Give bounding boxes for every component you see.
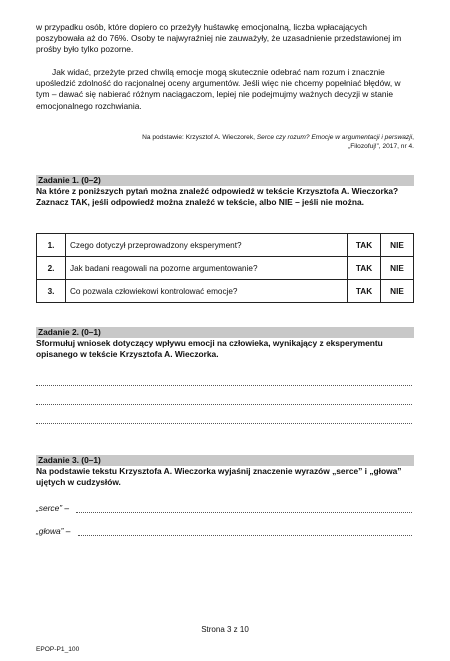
exam-code: EPOP-P1_100 xyxy=(36,646,80,653)
glowa-label: „głowa” – xyxy=(36,526,71,536)
no-option[interactable]: NIE xyxy=(381,257,414,280)
source-suffix: , xyxy=(412,134,414,141)
table-row xyxy=(37,234,414,257)
task3-header: Zadanie 3. (0–1) xyxy=(36,455,414,466)
task2-instruction: Sformułuj wniosek dotyczący wpływu emocji na człowieka, wynikający z eksperymentu opisanego w tekście Krzysztofa A. Wieczorka. xyxy=(36,338,383,359)
source-title: Serce czy rozum? Emocje w argumentacji i perswazji xyxy=(256,134,413,141)
row-question: Co pozwala człowiekowi kontrolować emocje? xyxy=(66,280,348,303)
source-prefix: Na podstawie: Krzysztof A. Wieczorek, xyxy=(142,134,257,141)
yes-option[interactable]: TAK xyxy=(348,280,381,303)
table-row xyxy=(37,280,414,303)
yes-option[interactable]: TAK xyxy=(348,234,381,257)
row-number: 2. xyxy=(37,257,66,280)
row-question: Czego dotyczył przeprowadzony eksperyment? xyxy=(66,234,348,257)
source-citation xyxy=(54,133,414,151)
source-line2: „Filozofuj!”, 2017, nr 4. xyxy=(348,143,414,150)
page-number: Strona 3 z 10 xyxy=(201,625,249,634)
no-option[interactable]: NIE xyxy=(381,280,414,303)
task1-instruction: Na które z poniższych pytań można znaleźć odpowiedź w tekście Krzysztofa A. Wieczorka? Zaznacz TAK, jeśli odpowiedź można znaleźć w tekście, albo NIE – jeśli nie można. xyxy=(36,186,399,207)
task1-table xyxy=(36,233,414,303)
intro-paragraph-2: Jak widać, przeżyte przed chwilą emocje mogą skutecznie odebrać nam rozum i znacznie upośledzić zdolność do racjonalnej oceny argumentów. Jeśli więc nie chcemy popełniać błędów, w tym – dawać się nabierać różnym naciągaczom, lepiej nie podejmujmy ważnych decyzji w stanie emocjonalnego rozchwiania. xyxy=(36,67,401,111)
answer-line[interactable] xyxy=(36,423,412,424)
task2-header: Zadanie 2. (0–1) xyxy=(36,327,414,338)
row-question: Jak badani reagowali na pozorne argumentowanie? xyxy=(66,257,348,280)
serce-answer-line[interactable] xyxy=(76,512,412,513)
answer-line[interactable] xyxy=(36,404,412,405)
row-number: 1. xyxy=(37,234,66,257)
glowa-answer-line[interactable] xyxy=(78,535,412,536)
intro-paragraph-1: w przypadku osób, które dopiero co przeżyły huśtawkę emocjonalną, liczba wpłacających poszybowała aż do 76%. Osoby te najwyraźniej nie zauważyły, że uzasadnienie przedstawionej im prośby było tylko pozorne. xyxy=(36,22,402,55)
row-number: 3. xyxy=(37,280,66,303)
serce-label: „serce” – xyxy=(36,503,70,513)
answer-line[interactable] xyxy=(36,385,412,386)
task1-header: Zadanie 1. (0–2) xyxy=(36,175,414,186)
yes-option[interactable]: TAK xyxy=(348,257,381,280)
task3-instruction: Na podstawie tekstu Krzysztofa A. Wieczorka wyjaśnij znaczenie wyrazów „serce” i „głowa” ujętych w cudzysłów. xyxy=(36,466,402,487)
no-option[interactable]: NIE xyxy=(381,234,414,257)
table-row xyxy=(37,257,414,280)
